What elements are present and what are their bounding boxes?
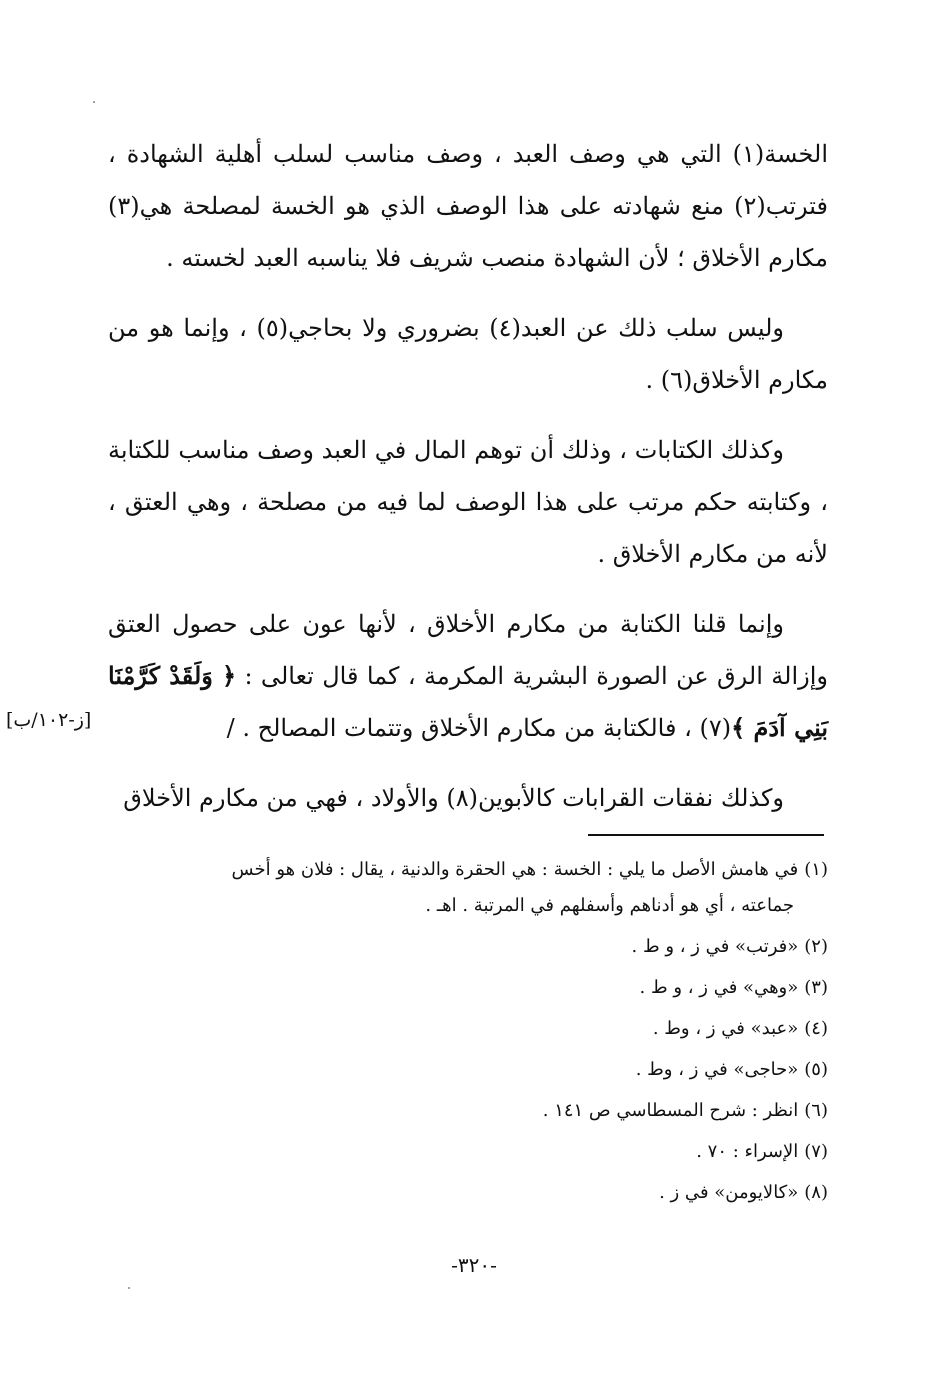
paragraph-5: وكذلك نفقات القرابات كالأبوين(٨) والأولاد ، فهي من مكارم الأخلاق bbox=[123, 784, 784, 812]
footnote-1-line bbox=[108, 852, 828, 888]
footnote-number: (٥) bbox=[804, 1059, 828, 1080]
footnote-8 bbox=[108, 1175, 828, 1211]
footnote-number: (٨) bbox=[804, 1182, 828, 1203]
footnote-5 bbox=[108, 1052, 828, 1088]
manuscript-folio-marker: [ز-١٠٢/ب] bbox=[6, 709, 92, 731]
footnote-3 bbox=[108, 970, 828, 1006]
paragraph-3: وكذلك الكتابات ، وذلك أن توهم المال في العبد وصف مناسب للكتابة ، وكتابته حكم مرتب على هذا الوصف لما فيه من مصلحة ، وهي العتق ، لأنه من مكارم الأخلاق . bbox=[108, 436, 828, 568]
main-text bbox=[108, 128, 828, 842]
scan-speck bbox=[128, 1287, 130, 1289]
footnote-2 bbox=[108, 929, 828, 965]
footnote-continuation: جماعته ، أي هو أدناهم وأسفلهم في المرتبة . اهـ . bbox=[425, 895, 794, 916]
footnotes bbox=[108, 852, 828, 1216]
paragraph-4-text: وإنما قلنا الكتابة من مكارم الأخلاق ، لأنها عون على حصول العتق وإزالة الرق عن الصورة البشرية المكرمة ، كما قال تعالى : bbox=[108, 610, 829, 690]
quran-verse: ﴿ وَلَقَدْ كَرَّمْنَا بَنِي آدَمَ ﴾ bbox=[108, 661, 828, 742]
footnote-7 bbox=[108, 1134, 828, 1170]
footnote-text: «حاجى» في ز ، وط . bbox=[635, 1059, 799, 1080]
footnote-number: (١) bbox=[804, 859, 828, 880]
footnote-number: (٦) bbox=[804, 1100, 828, 1121]
footnote-number: (٣) bbox=[804, 977, 828, 998]
paragraph-4-text-after: (٧) ، فالكتابة من مكارم الأخلاق وتتمات المصالح . / bbox=[226, 714, 732, 742]
footnote-text: في هامش الأصل ما يلي : الخسة : هي الحقرة والدنية ، يقال : فلان هو أخس bbox=[231, 859, 799, 880]
page-number: -٣٢٠- bbox=[451, 1253, 497, 1277]
scan-speck bbox=[93, 101, 95, 103]
footnote-4 bbox=[108, 1011, 828, 1047]
footnote-text: «وهي» في ز ، و ط . bbox=[639, 977, 799, 998]
footnote-text: الإسراء : ٧٠ . bbox=[696, 1141, 799, 1162]
footnote-1 bbox=[108, 852, 828, 924]
footnote-number: (٤) bbox=[804, 1018, 828, 1039]
footnote-number: (٧) bbox=[804, 1141, 828, 1162]
footnote-text: «عبد» في ز ، وط . bbox=[652, 1018, 799, 1039]
footnote-text: «كالايومن» في ز . bbox=[659, 1182, 799, 1203]
footnote-divider bbox=[588, 834, 824, 836]
paragraph-1: الخسة(١) التي هي وصف العبد ، وصف مناسب لسلب أهلية الشهادة ، فترتب(٢) منع شهادته على هذا الوصف الذي هو الخسة لمصلحة هي(٣) مكارم الأخلاق ؛ لأن الشهادة منصب شريف فلا يناسبه العبد لخسته . bbox=[108, 140, 828, 272]
paragraph-2: وليس سلب ذلك عن العبد(٤) بضروري ولا بحاجي(٥) ، وإنما هو من مكارم الأخلاق(٦) . bbox=[108, 314, 828, 394]
footnote-text: انظر : شرح المسطاسي ص ١٤١ . bbox=[542, 1100, 799, 1121]
footnote-number: (٢) bbox=[804, 936, 828, 957]
paragraph-4 bbox=[108, 598, 828, 754]
footnote-6 bbox=[108, 1093, 828, 1129]
footnote-text: «فرتب» في ز ، و ط . bbox=[631, 936, 799, 957]
